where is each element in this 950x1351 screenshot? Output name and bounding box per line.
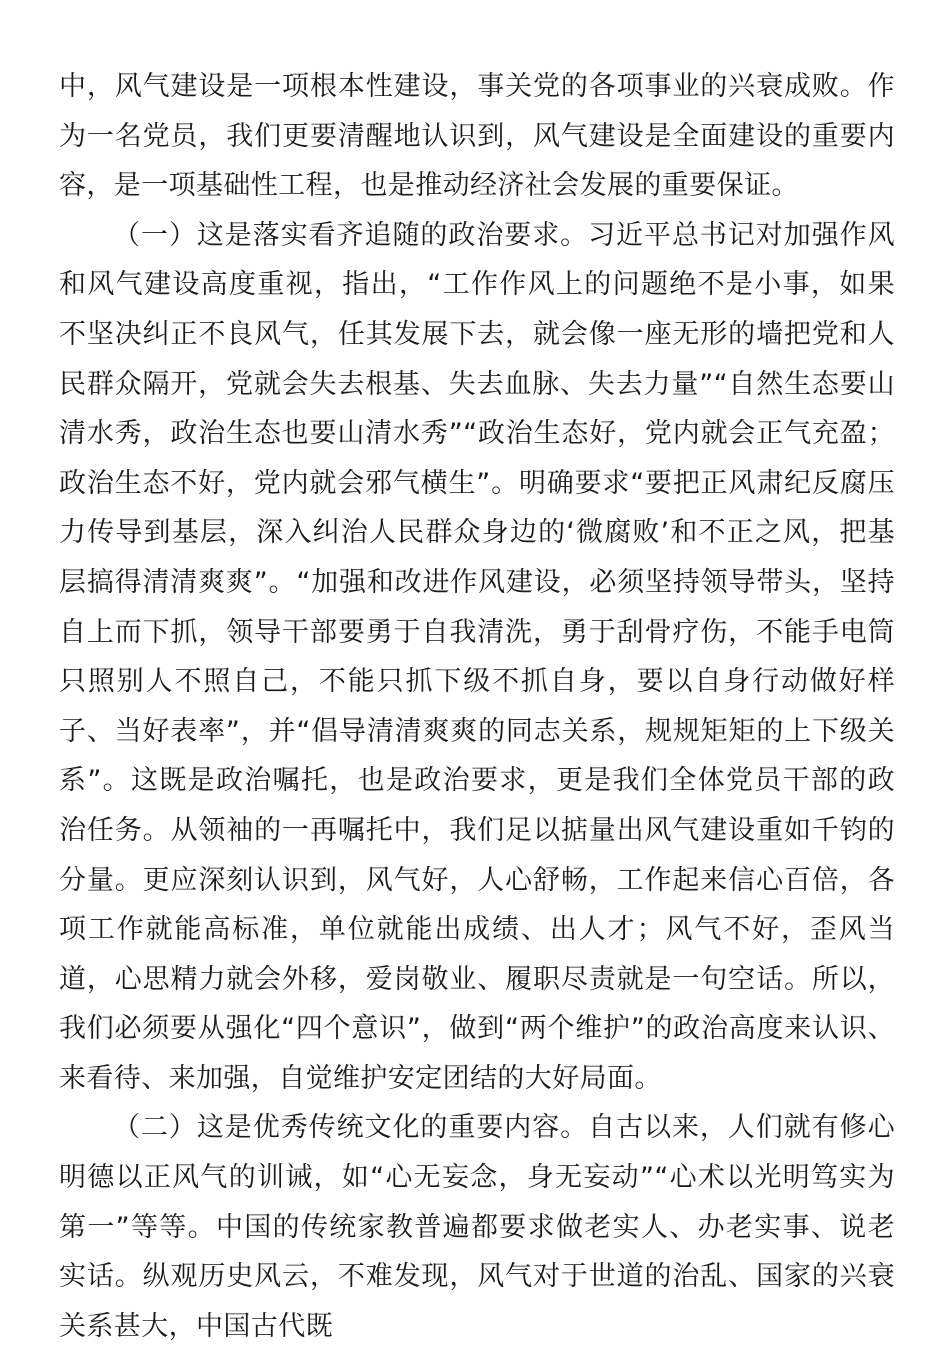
paragraph-section-two: （二）这是优秀传统文化的重要内容。自古以来，人们就有修心明德以正风气的训诫，如“心无妄念，身无妄动”“心术以光明笃实为第一”等等。中国的传统家教普遍都要求做老实人、办老实事、说老实话。纵观历史风云，不难发现，风气对于世道的治乱、国家的兴衰关系甚大，中国古代既: [59, 1112, 895, 1342]
document-body: [59, 62, 895, 1351]
paragraph-intro: 中，风气建设是一项根本性建设，事关党的各项事业的兴衰成败。作为一名党员，我们更要清醒地认识到，风气建设是全面建设的重要内容，是一项基础性工程，也是推动经济社会发展的重要保证。: [59, 71, 895, 202]
paragraph-section-one: （一）这是落实看齐追随的政治要求。习近平总书记对加强作风和风气建设高度重视，指出，“工作作风上的问题绝不是小事，如果不坚决纠正不良风气，任其发展下去，就会像一座无形的墙把党和人民群众隔开，党就会失去根基、失去血脉、失去力量”“自然生态要山清水秀，政治生态也要山清水秀”“政治生态好，党内就会正气充盈；政治生态不好，党内就会邪气横生”。明确要求“要把正风肃纪反腐压力传导到基层，深入纠治人民群众身边的‘微腐败’和不正之风，把基层搞得清清爽爽”。“加强和改进作风建设，必须坚持领导带头，坚持自上而下抓，领导干部要勇于自我清洗，勇于刮骨疗伤，不能手电筒只照别人不照自己，不能只抓下级不抓自身，要以自身行动做好样子、当好表率”，并“倡导清清爽爽的同志关系，规规矩矩的上下级关系”。这既是政治嘱托，也是政治要求，更是我们全体党员干部的政治任务。从领袖的一再嘱托中，我们足以掂量出风气建设重如千钧的分量。更应深刻认识到，风气好，人心舒畅，工作起来信心百倍，各项工作就能高标准，单位就能出成绩、出人才；风气不好，歪风当道，心思精力就会外移，爱岗敬业、履职尽责就是一句空话。所以，我们必须要从强化“四个意识”，做到“两个维护”的政治高度来认识、来看待、来加强，自觉维护安定团结的大好局面。: [59, 219, 895, 1094]
